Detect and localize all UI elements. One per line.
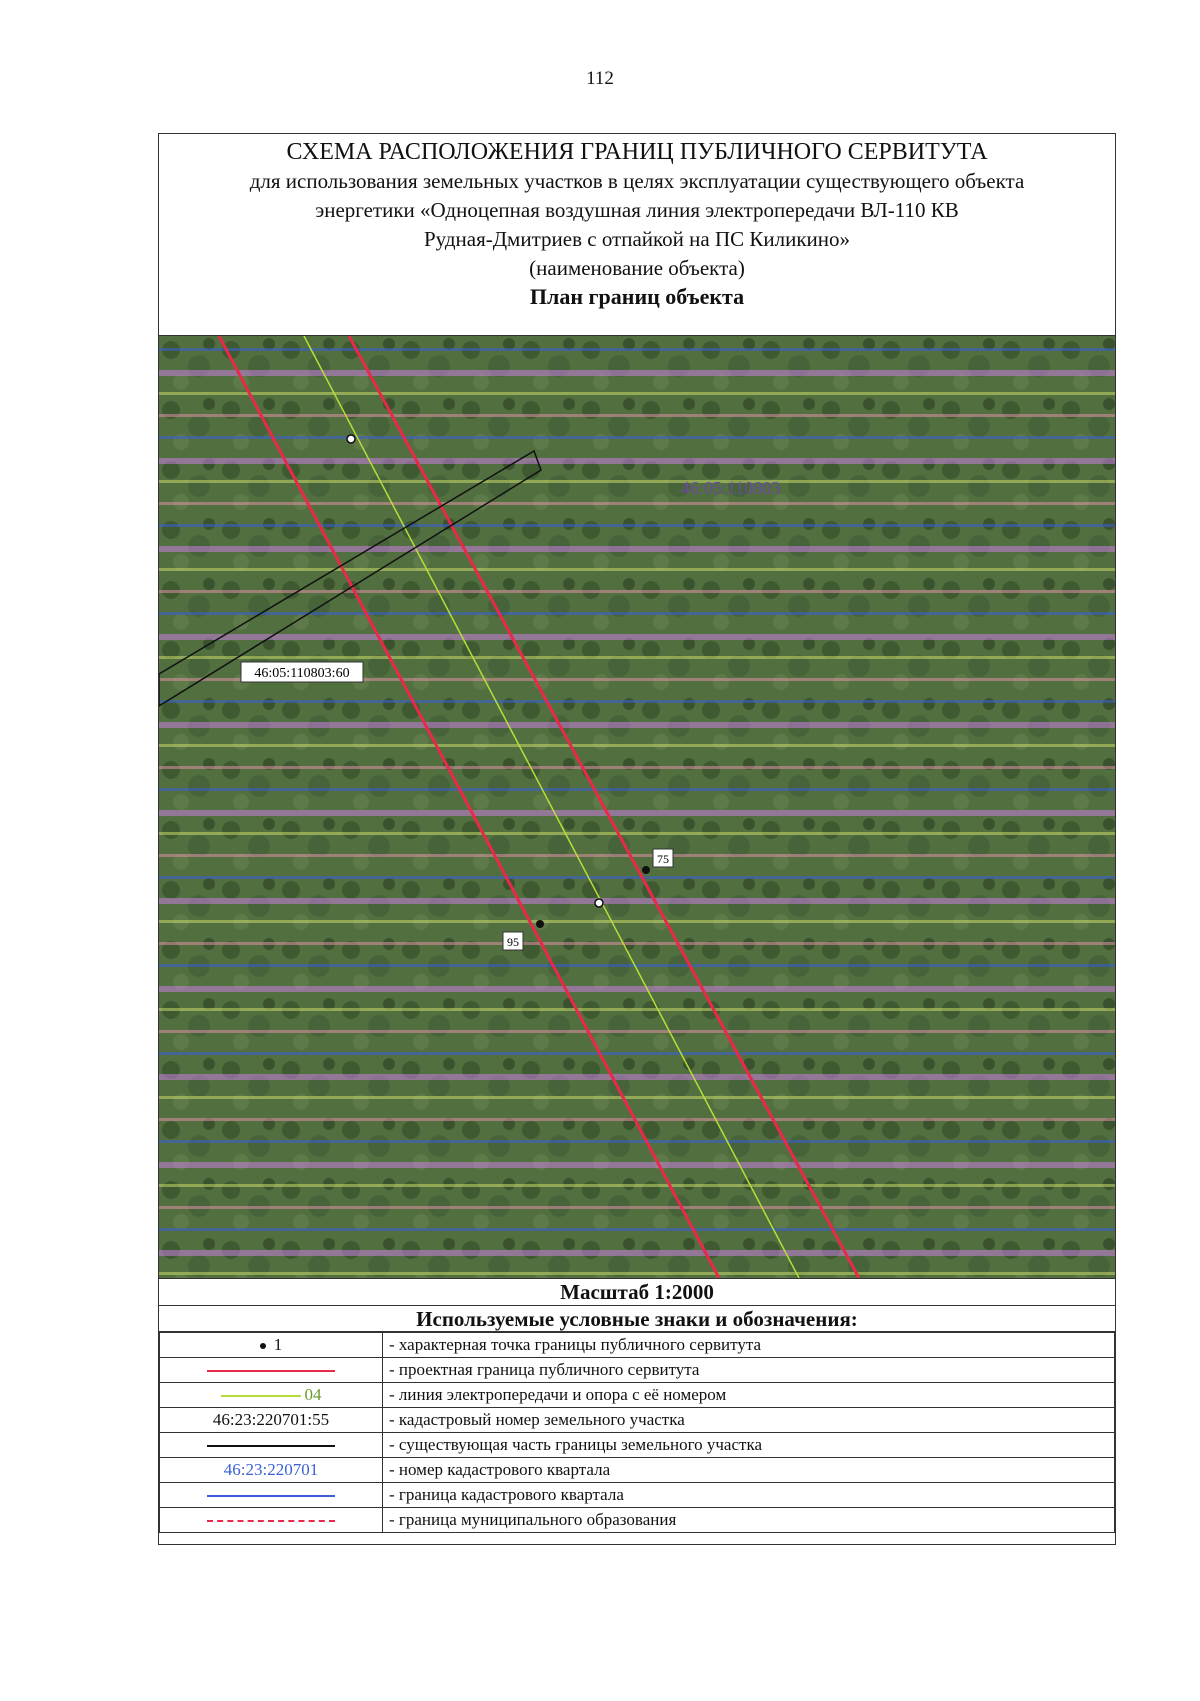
legend-desc: - линия электропередачи и опора с её номером — [383, 1383, 1115, 1408]
title-line-3: энергетики «Одноцепная воздушная линия электропередачи ВЛ-110 КВ — [315, 198, 959, 222]
legend-support-number: 04 — [304, 1385, 322, 1404]
quarter-number-label: 46:05:110803 — [681, 478, 781, 498]
legend-row — [160, 1508, 1115, 1533]
scan-band — [159, 414, 1115, 417]
scan-band — [159, 1096, 1115, 1099]
dash-dot-line-icon — [207, 1520, 335, 1522]
legend-row — [160, 1433, 1115, 1458]
legend-title: Используемые условные знаки и обозначения: — [159, 1306, 1115, 1332]
scan-band — [159, 546, 1115, 552]
point-95 — [536, 920, 544, 928]
scan-band — [159, 1140, 1115, 1143]
scan-band — [159, 348, 1115, 351]
point-95-label: 95 — [507, 935, 519, 949]
legend-desc: - граница муниципального образования — [383, 1508, 1115, 1533]
scan-band — [159, 766, 1115, 769]
scan-band — [159, 700, 1115, 703]
scan-band — [159, 1206, 1115, 1209]
scan-band — [159, 942, 1115, 945]
legend-desc: - характерная точка границы публичного сервитута — [383, 1333, 1115, 1358]
point-icon — [260, 1343, 266, 1349]
scan-band — [159, 370, 1115, 376]
legend-desc: - граница кадастрового квартала — [383, 1483, 1115, 1508]
scan-band — [159, 436, 1115, 439]
scan-band — [159, 1272, 1115, 1275]
scan-band — [159, 1184, 1115, 1187]
scan-band — [159, 612, 1115, 615]
black-line-icon — [207, 1445, 335, 1447]
legend-table — [159, 1332, 1115, 1533]
forest-background — [159, 336, 1115, 1278]
blue-line-icon — [207, 1495, 335, 1497]
scan-band — [159, 1162, 1115, 1168]
legend-row — [160, 1358, 1115, 1383]
parcel-number-label: 46:05:110803:60 — [254, 666, 350, 681]
red-line-icon — [207, 1370, 335, 1372]
scan-band — [159, 634, 1115, 640]
legend-row — [160, 1408, 1115, 1433]
scan-band — [159, 854, 1115, 857]
scan-band — [159, 480, 1115, 483]
title-block — [159, 134, 1115, 336]
scan-band — [159, 722, 1115, 728]
aerial-map[interactable] — [159, 336, 1115, 1278]
scan-band — [159, 744, 1115, 747]
title-line-5: (наименование объекта) — [529, 256, 745, 280]
scan-band — [159, 1008, 1115, 1011]
scan-band — [159, 788, 1115, 791]
title-line-4: Рудная-Дмитриев с отпайкой на ПС Киликино» — [423, 227, 851, 251]
legend-row — [160, 1458, 1115, 1483]
scan-band — [159, 502, 1115, 505]
legend-row — [160, 1483, 1115, 1508]
scan-band — [159, 458, 1115, 464]
page-number: 112 — [586, 68, 614, 89]
scan-band — [159, 920, 1115, 923]
legend-row — [160, 1383, 1115, 1408]
scan-band — [159, 898, 1115, 904]
legend-desc: - кадастровый номер земельного участка — [383, 1408, 1115, 1433]
scan-band — [159, 810, 1115, 816]
title-line-1: СХЕМА РАСПОЛОЖЕНИЯ ГРАНИЦ ПУБЛИЧНОГО СЕРВИТУТА — [286, 139, 988, 165]
point-75-label: 75 — [657, 852, 669, 866]
scan-band — [159, 964, 1115, 967]
scan-band — [159, 1228, 1115, 1231]
scan-band — [159, 1052, 1115, 1055]
support-marker-1 — [347, 435, 355, 443]
scan-band — [159, 832, 1115, 835]
scan-band — [159, 1030, 1115, 1033]
legend-row — [160, 1333, 1115, 1358]
legend-desc: - существующая часть границы земельного участка — [383, 1433, 1115, 1458]
legend-parcel-number: 46:23:220701:55 — [160, 1408, 383, 1433]
power-line-icon — [221, 1395, 301, 1397]
scan-band — [159, 1074, 1115, 1080]
title-line-2: для использования земельных участков в целях эксплуатации существующего объекта — [249, 169, 1025, 193]
scale-label: Масштаб 1:2000 — [159, 1278, 1115, 1306]
legend-desc: - проектная граница публичного сервитута — [383, 1358, 1115, 1383]
legend-quarter-number: 46:23:220701 — [160, 1458, 383, 1483]
scan-band — [159, 1250, 1115, 1256]
scan-band — [159, 986, 1115, 992]
legend-point-number: 1 — [273, 1335, 283, 1354]
scheme-frame — [158, 133, 1116, 1545]
scan-band — [159, 656, 1115, 659]
scan-band — [159, 524, 1115, 527]
legend-desc: - номер кадастрового квартала — [383, 1458, 1115, 1483]
scan-band — [159, 392, 1115, 395]
scan-band — [159, 590, 1115, 593]
support-marker-2 — [595, 899, 603, 907]
plan-heading: План границ объекта — [529, 284, 745, 309]
scan-band — [159, 876, 1115, 879]
scan-band — [159, 568, 1115, 571]
point-75 — [642, 866, 650, 874]
map-canvas — [159, 336, 1115, 1278]
